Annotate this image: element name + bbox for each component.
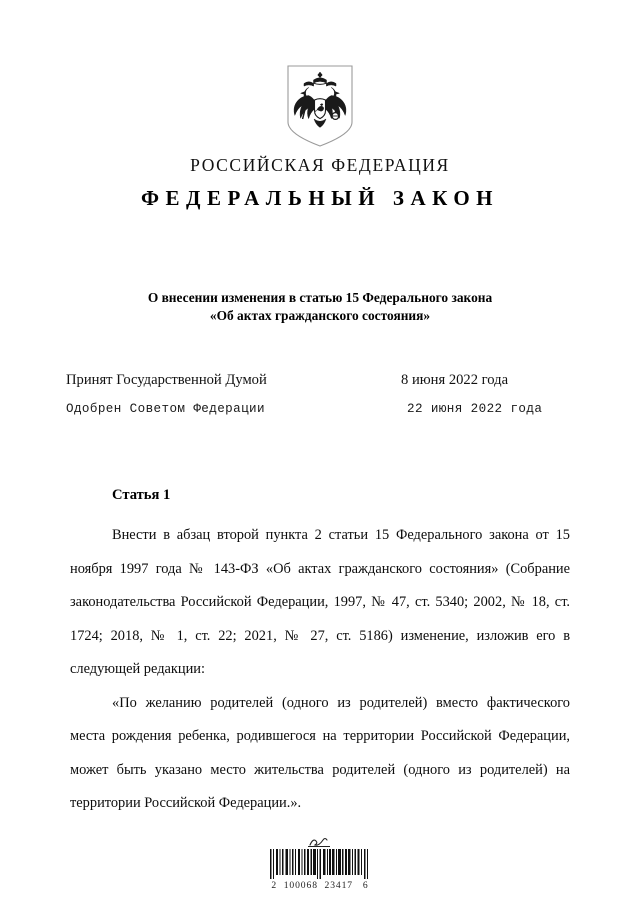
duma-label: Принят Государственной Думой (66, 372, 267, 388)
russian-coat-of-arms-icon (283, 64, 357, 148)
country-title: РОССИЙСКАЯ ФЕДЕРАЦИЯ (190, 155, 450, 175)
barcode-footer (0, 836, 640, 891)
duma-adoption-row (66, 372, 580, 400)
law-subtitle (70, 289, 570, 324)
article-paragraph-2: «По желанию родителей (одного из родителей) вместо фактического места рождения ребенка, родившегося на территории Российской Федерации, может быть указано место жительства родителей (одного из родителей) на территории Российской Федерации.». (70, 694, 570, 811)
council-label: Одобрен Советом Федерации (66, 402, 265, 416)
article-heading: Статья 1 (112, 487, 171, 503)
article-body (70, 519, 570, 821)
ean-barcode-icon (268, 849, 372, 879)
law-subtitle-line-2: «Об актах гражданского состояния» (209, 307, 431, 323)
duma-date: 8 июня 2022 года (401, 372, 509, 388)
council-approval-row (66, 400, 580, 428)
council-date: 22 июня 2022 года (407, 402, 543, 416)
emblem-container (0, 64, 640, 148)
article-paragraph-1: Внести в абзац второй пункта 2 статьи 15 Федерального закона от 15 ноября 1997 года № 143-ФЗ «Об актах гражданского состояния» (Собрание законодательства Российской Федерации, 1997, № 47, ст. 5340; 2002, № 18, ст. 1724; 2018, № 1, ст. 22; 2021, № 27, ст. 5186) изменение, изложив его в следующей редакции: (70, 527, 570, 677)
barcode-number: 2 100068 23417 6 (271, 880, 369, 891)
law-type-title: ФЕДЕРАЛЬНЫЙ ЗАКОН (141, 186, 499, 210)
signature-mark-icon (307, 836, 333, 848)
law-subtitle-line-1: О внесении изменения в статью 15 Федерального закона (147, 290, 493, 305)
adoption-block (66, 372, 580, 428)
